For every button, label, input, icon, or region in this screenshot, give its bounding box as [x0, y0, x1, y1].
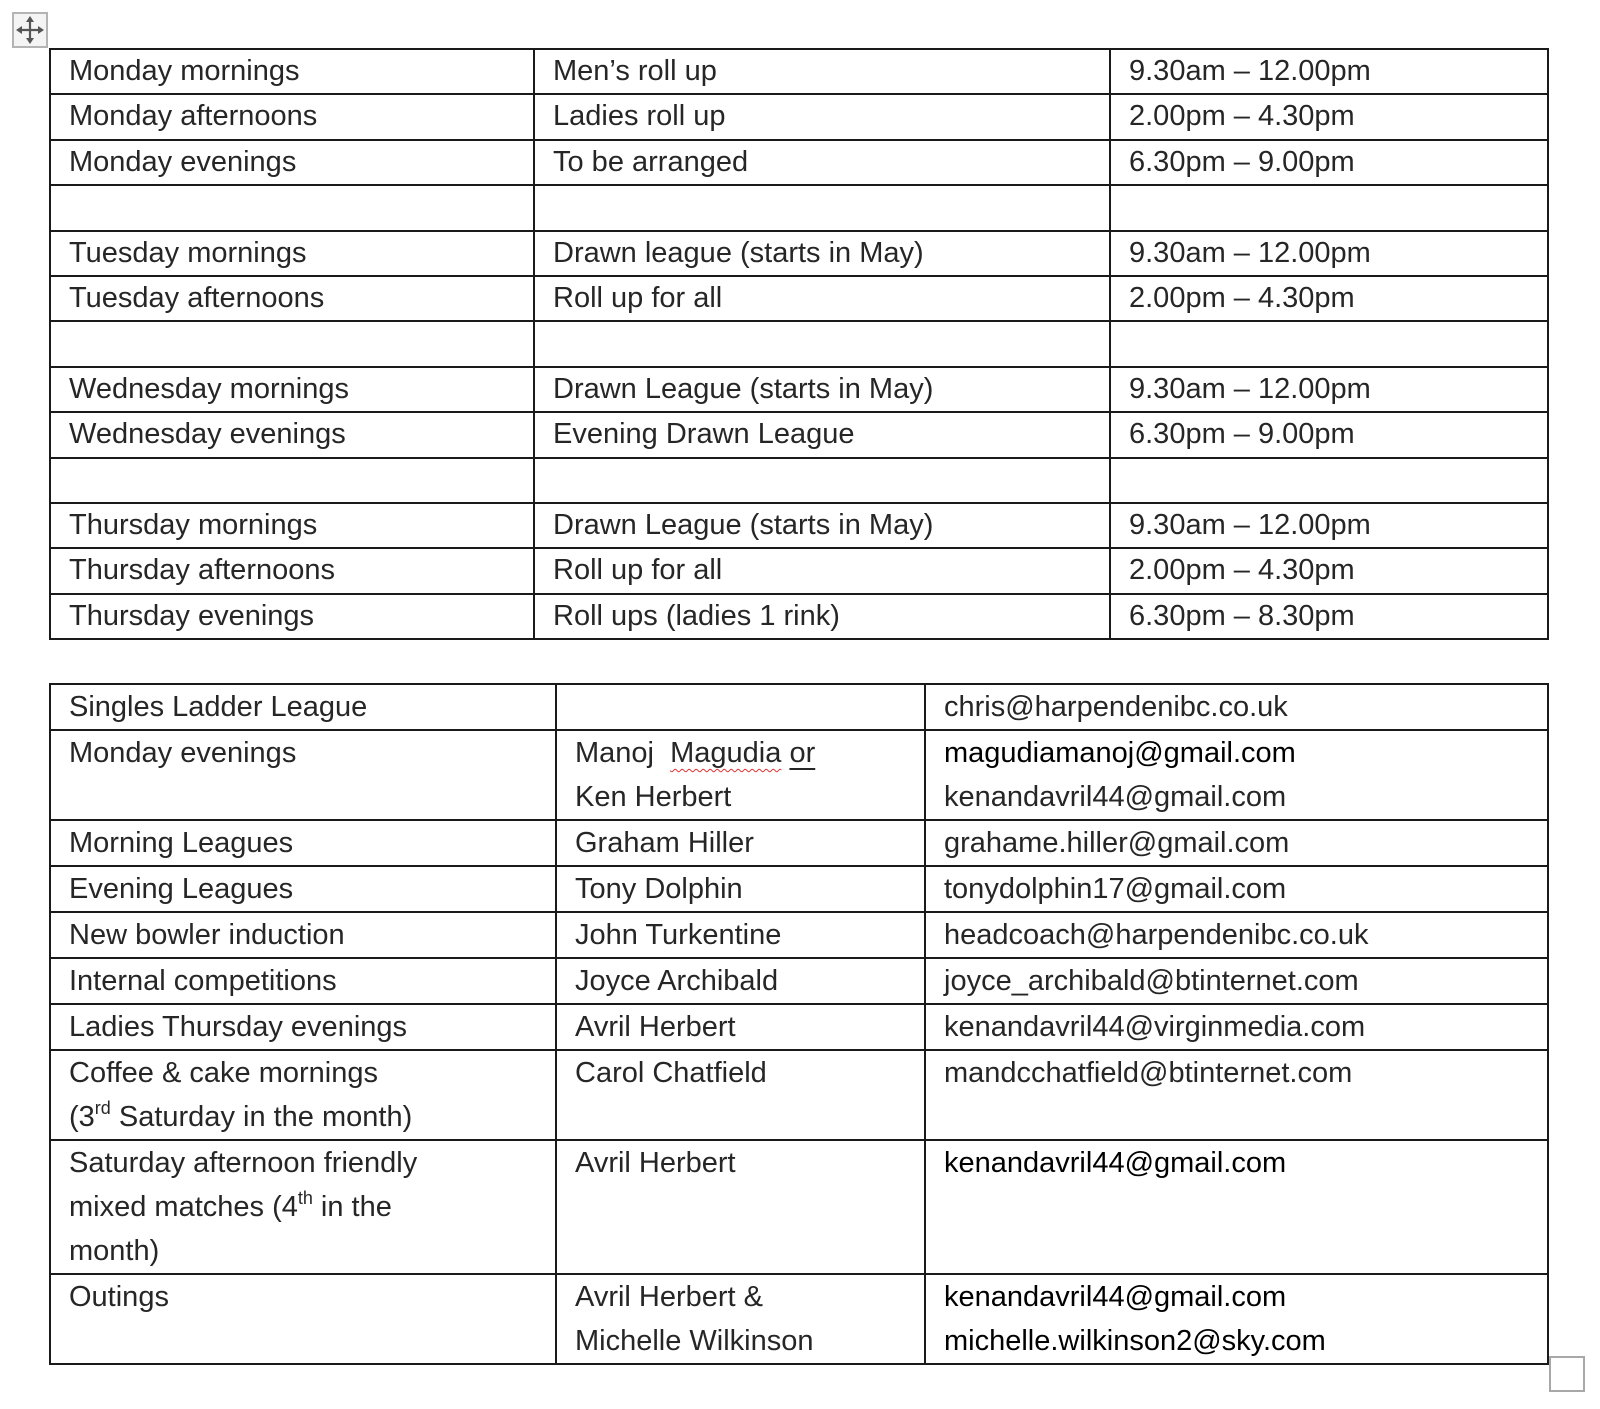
activity-line: month) [69, 1235, 160, 1267]
schedule-day-cell: Monday evenings [50, 140, 534, 185]
contact-activity-cell [50, 1050, 556, 1140]
contact-person-line [575, 731, 924, 775]
contact-activity-cell: Singles Ladder League [50, 684, 556, 730]
contact-person-cell [556, 1274, 925, 1364]
contact-email-cell [925, 1274, 1548, 1364]
table-row [50, 594, 1548, 639]
schedule-activity-cell [534, 185, 1110, 230]
contact-activity-cell: New bowler induction [50, 912, 556, 958]
contact-person-cell: Tony Dolphin [556, 866, 925, 912]
table-row [50, 1050, 1548, 1140]
table-row [50, 367, 1548, 412]
schedule-time-cell: 9.30am – 12.00pm [1110, 367, 1548, 412]
schedule-activity-cell: Drawn league (starts in May) [534, 231, 1110, 276]
ordinal-suffix: th [297, 1188, 313, 1208]
schedule-time-cell: 2.00pm – 4.30pm [1110, 276, 1548, 321]
email-line: michelle.wilkinson2@sky.com [944, 1325, 1326, 1357]
contact-person-cell: Carol Chatfield [556, 1050, 925, 1140]
contact-email-cell: chris@harpendenibc.co.uk [925, 684, 1548, 730]
table-row [50, 912, 1548, 958]
contact-activity-cell [50, 1140, 556, 1274]
schedule-day-cell: Thursday mornings [50, 503, 534, 548]
activity-line: Saturday afternoon friendly [69, 1147, 418, 1179]
spacer-row [50, 458, 1548, 503]
table-resize-handle[interactable] [1549, 1356, 1585, 1392]
schedule-time-cell: 2.00pm – 4.30pm [1110, 548, 1548, 593]
contact-email-cell: mandcchatfield@btinternet.com [925, 1050, 1548, 1140]
contact-person-cell: Avril Herbert [556, 1140, 925, 1274]
schedule-day-cell: Tuesday mornings [50, 231, 534, 276]
schedule-activity-cell: Drawn League (starts in May) [534, 503, 1110, 548]
schedule-time-cell: 6.30pm – 9.00pm [1110, 140, 1548, 185]
contact-surname-misspelled: Magudia [670, 737, 782, 769]
email-line: kenandavril44@gmail.com [944, 1281, 1287, 1313]
text-fragment: (3 [69, 1101, 95, 1133]
text-fragment: Saturday in the month) [110, 1101, 413, 1133]
contact-or: or [789, 737, 816, 769]
schedule-activity-cell: Roll ups (ladies 1 rink) [534, 594, 1110, 639]
schedule-time-cell: 9.30am – 12.00pm [1110, 231, 1548, 276]
contact-email-cell [925, 730, 1548, 820]
schedule-activity-cell: Roll up for all [534, 276, 1110, 321]
schedule-time-cell [1110, 321, 1548, 366]
contact-activity-cell: Internal competitions [50, 958, 556, 1004]
table-row [50, 412, 1548, 457]
table-row [50, 820, 1548, 866]
schedule-table [49, 48, 1549, 640]
email-line: kenandavril44@gmail.com [944, 781, 1287, 813]
schedule-activity-cell: Drawn League (starts in May) [534, 367, 1110, 412]
contact-activity-cell: Evening Leagues [50, 866, 556, 912]
activity-line [69, 1185, 555, 1229]
table-row [50, 1140, 1548, 1274]
activity-line [69, 1095, 555, 1139]
schedule-day-cell: Thursday afternoons [50, 548, 534, 593]
spacer-row [50, 321, 1548, 366]
schedule-day-cell: Thursday evenings [50, 594, 534, 639]
table-row [50, 684, 1548, 730]
schedule-day-cell: Tuesday afternoons [50, 276, 534, 321]
table-row [50, 866, 1548, 912]
schedule-time-cell: 6.30pm – 8.30pm [1110, 594, 1548, 639]
contact-person-cell: John Turkentine [556, 912, 925, 958]
schedule-activity-cell: Men’s roll up [534, 49, 1110, 94]
schedule-activity-cell: Roll up for all [534, 548, 1110, 593]
contact-person-cell [556, 730, 925, 820]
schedule-activity-cell: Ladies roll up [534, 94, 1110, 139]
table-row [50, 730, 1548, 820]
contacts-table [49, 683, 1549, 1365]
contact-activity-cell: Monday evenings [50, 730, 556, 820]
schedule-day-cell [50, 321, 534, 366]
table-row [50, 1274, 1548, 1364]
schedule-activity-cell [534, 458, 1110, 503]
table-row [50, 140, 1548, 185]
contact-email-cell: tonydolphin17@gmail.com [925, 866, 1548, 912]
spacer-row [50, 185, 1548, 230]
schedule-time-cell: 9.30am – 12.00pm [1110, 503, 1548, 548]
table-row [50, 1004, 1548, 1050]
schedule-day-cell [50, 458, 534, 503]
contact-email-cell: headcoach@harpendenibc.co.uk [925, 912, 1548, 958]
contact-email-cell: kenandavril44@virginmedia.com [925, 1004, 1548, 1050]
email-line: magudiamanoj@gmail.com [944, 737, 1296, 769]
text-fragment: mixed matches (4 [69, 1191, 298, 1223]
table-row [50, 958, 1548, 1004]
contact-email-cell: kenandavril44@gmail.com [925, 1140, 1548, 1274]
activity-line: Coffee & cake mornings [69, 1057, 378, 1089]
schedule-activity-cell: Evening Drawn League [534, 412, 1110, 457]
contact-person-cell: Joyce Archibald [556, 958, 925, 1004]
schedule-time-cell: 6.30pm – 9.00pm [1110, 412, 1548, 457]
table-row [50, 94, 1548, 139]
schedule-activity-cell: To be arranged [534, 140, 1110, 185]
contact-activity-cell: Morning Leagues [50, 820, 556, 866]
contact-person-cell: Avril Herbert [556, 1004, 925, 1050]
contact-activity-cell: Ladies Thursday evenings [50, 1004, 556, 1050]
schedule-day-cell: Monday afternoons [50, 94, 534, 139]
table-row [50, 276, 1548, 321]
table-row [50, 231, 1548, 276]
schedule-time-cell: 2.00pm – 4.30pm [1110, 94, 1548, 139]
schedule-activity-cell [534, 321, 1110, 366]
contact-email-cell: joyce_archibald@btinternet.com [925, 958, 1548, 1004]
contact-first-name: Manoj [575, 737, 654, 769]
ordinal-suffix: rd [94, 1098, 111, 1118]
text-fragment: in the [312, 1191, 392, 1223]
table-row [50, 503, 1548, 548]
schedule-day-cell: Wednesday mornings [50, 367, 534, 412]
schedule-time-cell: 9.30am – 12.00pm [1110, 49, 1548, 94]
schedule-time-cell [1110, 185, 1548, 230]
move-arrows-icon [14, 14, 46, 46]
contact-email-cell: grahame.hiller@gmail.com [925, 820, 1548, 866]
table-row [50, 49, 1548, 94]
contact-person-line: Michelle Wilkinson [575, 1325, 814, 1357]
contact-person-cell [556, 684, 925, 730]
contact-person-line: Ken Herbert [575, 781, 732, 813]
schedule-day-cell: Wednesday evenings [50, 412, 534, 457]
schedule-time-cell [1110, 458, 1548, 503]
table-row [50, 548, 1548, 593]
schedule-day-cell: Monday mornings [50, 49, 534, 94]
contact-activity-cell: Outings [50, 1274, 556, 1364]
contact-person-line: Avril Herbert & [575, 1281, 764, 1313]
table-move-handle[interactable] [12, 12, 48, 48]
contact-person-cell: Graham Hiller [556, 820, 925, 866]
schedule-day-cell [50, 185, 534, 230]
